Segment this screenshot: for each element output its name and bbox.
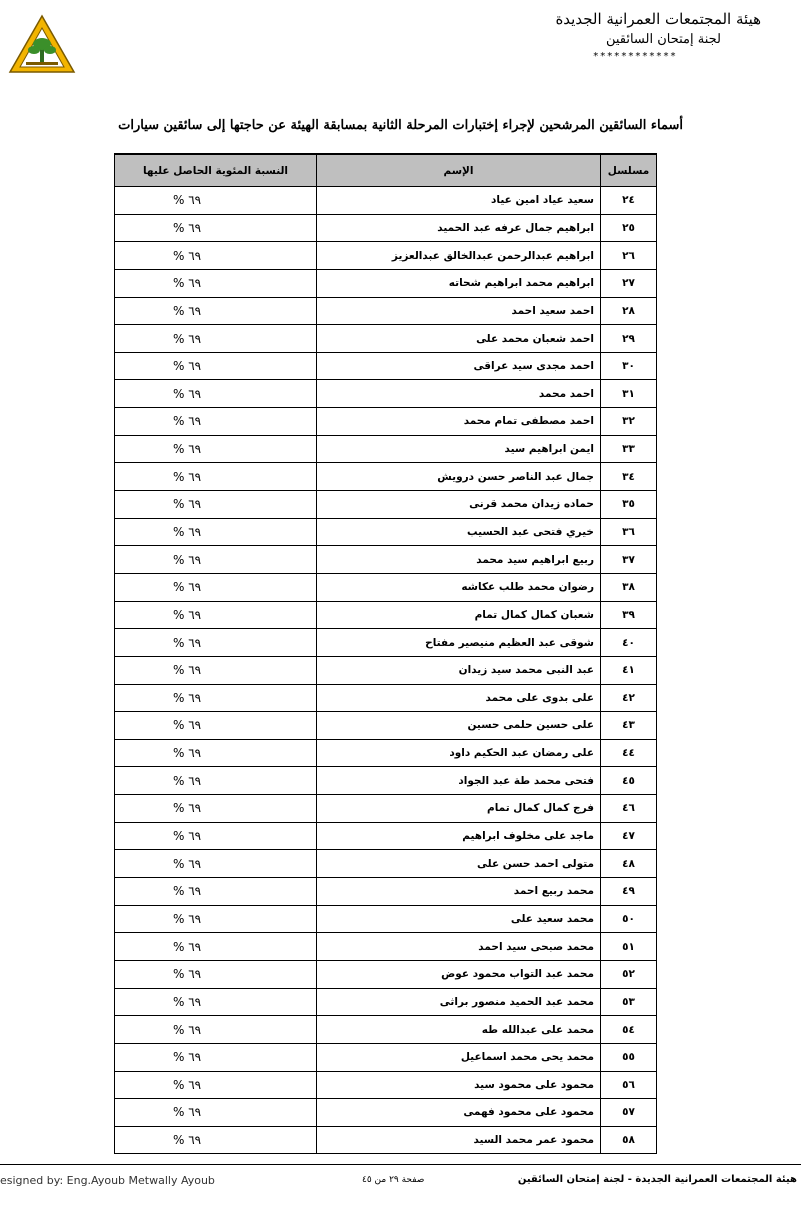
row-score: ٦٩ % bbox=[115, 380, 317, 408]
row-score: ٦٩ % bbox=[115, 988, 317, 1016]
row-serial: ٤٠ bbox=[601, 629, 657, 657]
row-score: ٦٩ % bbox=[115, 1071, 317, 1099]
row-name: احمد محمد bbox=[317, 380, 601, 408]
row-name: محمود على محمود سيد bbox=[317, 1071, 601, 1099]
row-name: شعبان كمال كمال تمام bbox=[317, 601, 601, 629]
row-serial: ٤٥ bbox=[601, 767, 657, 795]
table-row bbox=[115, 269, 657, 297]
table-row bbox=[115, 684, 657, 712]
row-score: ٦٩ % bbox=[115, 546, 317, 574]
column-header-serial: مسلسل bbox=[601, 154, 657, 187]
table-row bbox=[115, 242, 657, 270]
table-row bbox=[115, 850, 657, 878]
row-score: ٦٩ % bbox=[115, 960, 317, 988]
header-stars: ************ bbox=[592, 51, 677, 62]
row-score: ٦٩ % bbox=[115, 297, 317, 325]
committee-name: لجنة إمتحان السائقين bbox=[605, 32, 721, 47]
row-serial: ٣٦ bbox=[601, 518, 657, 546]
row-serial: ٤٤ bbox=[601, 739, 657, 767]
row-serial: ٢٧ bbox=[601, 269, 657, 297]
table-row bbox=[115, 960, 657, 988]
row-name: ابراهيم محمد ابراهيم شحاته bbox=[317, 269, 601, 297]
row-serial: ٥٠ bbox=[601, 905, 657, 933]
row-serial: ٢٤ bbox=[601, 187, 657, 215]
row-name: فتحى محمد طة عبد الجواد bbox=[317, 767, 601, 795]
row-score: ٦٩ % bbox=[115, 408, 317, 436]
row-name: رضوان محمد طلب عكاشه bbox=[317, 573, 601, 601]
row-serial: ٤٨ bbox=[601, 850, 657, 878]
document-title: أسماء السائقين المرشحين لإجراء إختبارات المرحلة الثانية بمسابقة الهيئة عن حاجتها إلى سائقين سيارات bbox=[118, 118, 683, 133]
row-serial: ٢٦ bbox=[601, 242, 657, 270]
row-name: متولى احمد حسن على bbox=[317, 850, 601, 878]
table-row bbox=[115, 988, 657, 1016]
row-serial: ٣٧ bbox=[601, 546, 657, 574]
row-score: ٦٩ % bbox=[115, 712, 317, 740]
table-row bbox=[115, 629, 657, 657]
table-row bbox=[115, 712, 657, 740]
row-score: ٦٩ % bbox=[115, 795, 317, 823]
footer-page-number: صفحة ٢٩ من ٤٥ bbox=[362, 1175, 425, 1185]
org-header bbox=[555, 8, 761, 64]
row-serial: ٥١ bbox=[601, 933, 657, 961]
row-score: ٦٩ % bbox=[115, 878, 317, 906]
row-name: محمد يحى محمد اسماعيل bbox=[317, 1043, 601, 1071]
row-serial: ٥٢ bbox=[601, 960, 657, 988]
table-row bbox=[115, 297, 657, 325]
row-score: ٦٩ % bbox=[115, 684, 317, 712]
table-row bbox=[115, 767, 657, 795]
row-name: ربيع ابراهيم سيد محمد bbox=[317, 546, 601, 574]
table-row bbox=[115, 187, 657, 215]
row-name: محمود عمر محمد السيد bbox=[317, 1126, 601, 1154]
table-row bbox=[115, 905, 657, 933]
row-name: على حسين حلمى حسين bbox=[317, 712, 601, 740]
table-row bbox=[115, 352, 657, 380]
table-row bbox=[115, 1071, 657, 1099]
table-row bbox=[115, 408, 657, 436]
row-serial: ٣٢ bbox=[601, 408, 657, 436]
table-row bbox=[115, 795, 657, 823]
row-score: ٦٩ % bbox=[115, 1126, 317, 1154]
table-row bbox=[115, 491, 657, 519]
row-score: ٦٩ % bbox=[115, 1043, 317, 1071]
row-score: ٦٩ % bbox=[115, 1016, 317, 1044]
row-name: محمد عبد التواب محمود عوض bbox=[317, 960, 601, 988]
table-row bbox=[115, 1099, 657, 1127]
table-row bbox=[115, 601, 657, 629]
table-row bbox=[115, 573, 657, 601]
row-score: ٦٩ % bbox=[115, 463, 317, 491]
row-score: ٦٩ % bbox=[115, 269, 317, 297]
row-serial: ٥٤ bbox=[601, 1016, 657, 1044]
row-name: ايمن ابراهيم سيد bbox=[317, 435, 601, 463]
row-name: عبد النبى محمد سيد زيدان bbox=[317, 656, 601, 684]
row-name: حماده زيدان محمد قرنى bbox=[317, 491, 601, 519]
row-score: ٦٩ % bbox=[115, 352, 317, 380]
table-row bbox=[115, 214, 657, 242]
footer-designer: esigned by: Eng.Ayoub Metwally Ayoub bbox=[0, 1174, 215, 1187]
org-emblem-icon bbox=[6, 12, 78, 84]
row-name: احمد مصطفى تمام محمد bbox=[317, 408, 601, 436]
row-name: احمد سعيد احمد bbox=[317, 297, 601, 325]
row-serial: ٢٨ bbox=[601, 297, 657, 325]
row-score: ٦٩ % bbox=[115, 905, 317, 933]
row-score: ٦٩ % bbox=[115, 242, 317, 270]
row-name: ماجد على مخلوف ابراهيم bbox=[317, 822, 601, 850]
row-score: ٦٩ % bbox=[115, 214, 317, 242]
row-serial: ٣٠ bbox=[601, 352, 657, 380]
row-serial: ٣٨ bbox=[601, 573, 657, 601]
row-score: ٦٩ % bbox=[115, 435, 317, 463]
row-name: فرج كمال كمال تمام bbox=[317, 795, 601, 823]
row-score: ٦٩ % bbox=[115, 739, 317, 767]
table-row bbox=[115, 1016, 657, 1044]
table-row bbox=[115, 380, 657, 408]
row-serial: ٤٣ bbox=[601, 712, 657, 740]
row-name: محمد صبحى سيد احمد bbox=[317, 933, 601, 961]
row-name: محمد سعيد على bbox=[317, 905, 601, 933]
row-serial: ٢٥ bbox=[601, 214, 657, 242]
row-serial: ٤٩ bbox=[601, 878, 657, 906]
row-name: على رمضان عبد الحكيم داود bbox=[317, 739, 601, 767]
table-row bbox=[115, 739, 657, 767]
row-name: شوقى عبد العظيم منيصير مفتاح bbox=[317, 629, 601, 657]
table-row bbox=[115, 822, 657, 850]
table-row bbox=[115, 546, 657, 574]
row-serial: ٥٧ bbox=[601, 1099, 657, 1127]
row-serial: ٣٣ bbox=[601, 435, 657, 463]
footer-divider bbox=[0, 1164, 801, 1165]
row-score: ٦٩ % bbox=[115, 518, 317, 546]
row-serial: ٣٩ bbox=[601, 601, 657, 629]
table-row bbox=[115, 656, 657, 684]
row-score: ٦٩ % bbox=[115, 933, 317, 961]
row-name: محمد ربيع احمد bbox=[317, 878, 601, 906]
table-row bbox=[115, 518, 657, 546]
table-row bbox=[115, 325, 657, 353]
row-score: ٦٩ % bbox=[115, 573, 317, 601]
row-name: خيري فتحى عبد الحسيب bbox=[317, 518, 601, 546]
row-serial: ٢٩ bbox=[601, 325, 657, 353]
row-name: محمد على عبدالله طه bbox=[317, 1016, 601, 1044]
row-name: ابراهيم عبدالرحمن عبدالخالق عبدالعزيز bbox=[317, 242, 601, 270]
row-name: جمال عبد الناصر حسن درويش bbox=[317, 463, 601, 491]
column-header-name: الإسم bbox=[317, 154, 601, 187]
table-row bbox=[115, 878, 657, 906]
table-row bbox=[115, 933, 657, 961]
row-serial: ٥٥ bbox=[601, 1043, 657, 1071]
row-score: ٦٩ % bbox=[115, 491, 317, 519]
row-name: سعيد عياد امين عياد bbox=[317, 187, 601, 215]
row-serial: ٣٤ bbox=[601, 463, 657, 491]
table-row bbox=[115, 435, 657, 463]
table-row bbox=[115, 1126, 657, 1154]
column-header-score: النسبة المئوية الحاصل عليها bbox=[115, 154, 317, 187]
row-serial: ٤٦ bbox=[601, 795, 657, 823]
row-score: ٦٩ % bbox=[115, 601, 317, 629]
row-name: محمد عبد الحميد منصور براثى bbox=[317, 988, 601, 1016]
drivers-table bbox=[114, 153, 657, 1154]
table-header-row bbox=[115, 154, 657, 187]
row-score: ٦٩ % bbox=[115, 325, 317, 353]
row-serial: ٥٦ bbox=[601, 1071, 657, 1099]
row-name: محمود على محمود فهمى bbox=[317, 1099, 601, 1127]
row-name: احمد شعبان محمد على bbox=[317, 325, 601, 353]
row-score: ٦٩ % bbox=[115, 850, 317, 878]
row-score: ٦٩ % bbox=[115, 629, 317, 657]
row-serial: ٣١ bbox=[601, 380, 657, 408]
row-serial: ٣٥ bbox=[601, 491, 657, 519]
row-serial: ٤٧ bbox=[601, 822, 657, 850]
org-name: هيئة المجتمعات العمرانية الجديدة bbox=[555, 10, 761, 28]
row-name: احمد مجدى سيد عراقى bbox=[317, 352, 601, 380]
row-score: ٦٩ % bbox=[115, 187, 317, 215]
table-row bbox=[115, 463, 657, 491]
row-name: ابراهيم جمال عرفه عبد الحميد bbox=[317, 214, 601, 242]
table-row bbox=[115, 1043, 657, 1071]
row-serial: ٤١ bbox=[601, 656, 657, 684]
row-serial: ٥٣ bbox=[601, 988, 657, 1016]
row-name: على بدوى على محمد bbox=[317, 684, 601, 712]
row-score: ٦٩ % bbox=[115, 656, 317, 684]
row-score: ٦٩ % bbox=[115, 822, 317, 850]
row-serial: ٥٨ bbox=[601, 1126, 657, 1154]
row-serial: ٤٢ bbox=[601, 684, 657, 712]
row-score: ٦٩ % bbox=[115, 1099, 317, 1127]
footer-org: هيئة المجتمعات العمرانية الجديدة - لجنة إمتحان السائقين bbox=[517, 1174, 797, 1185]
row-score: ٦٩ % bbox=[115, 767, 317, 795]
